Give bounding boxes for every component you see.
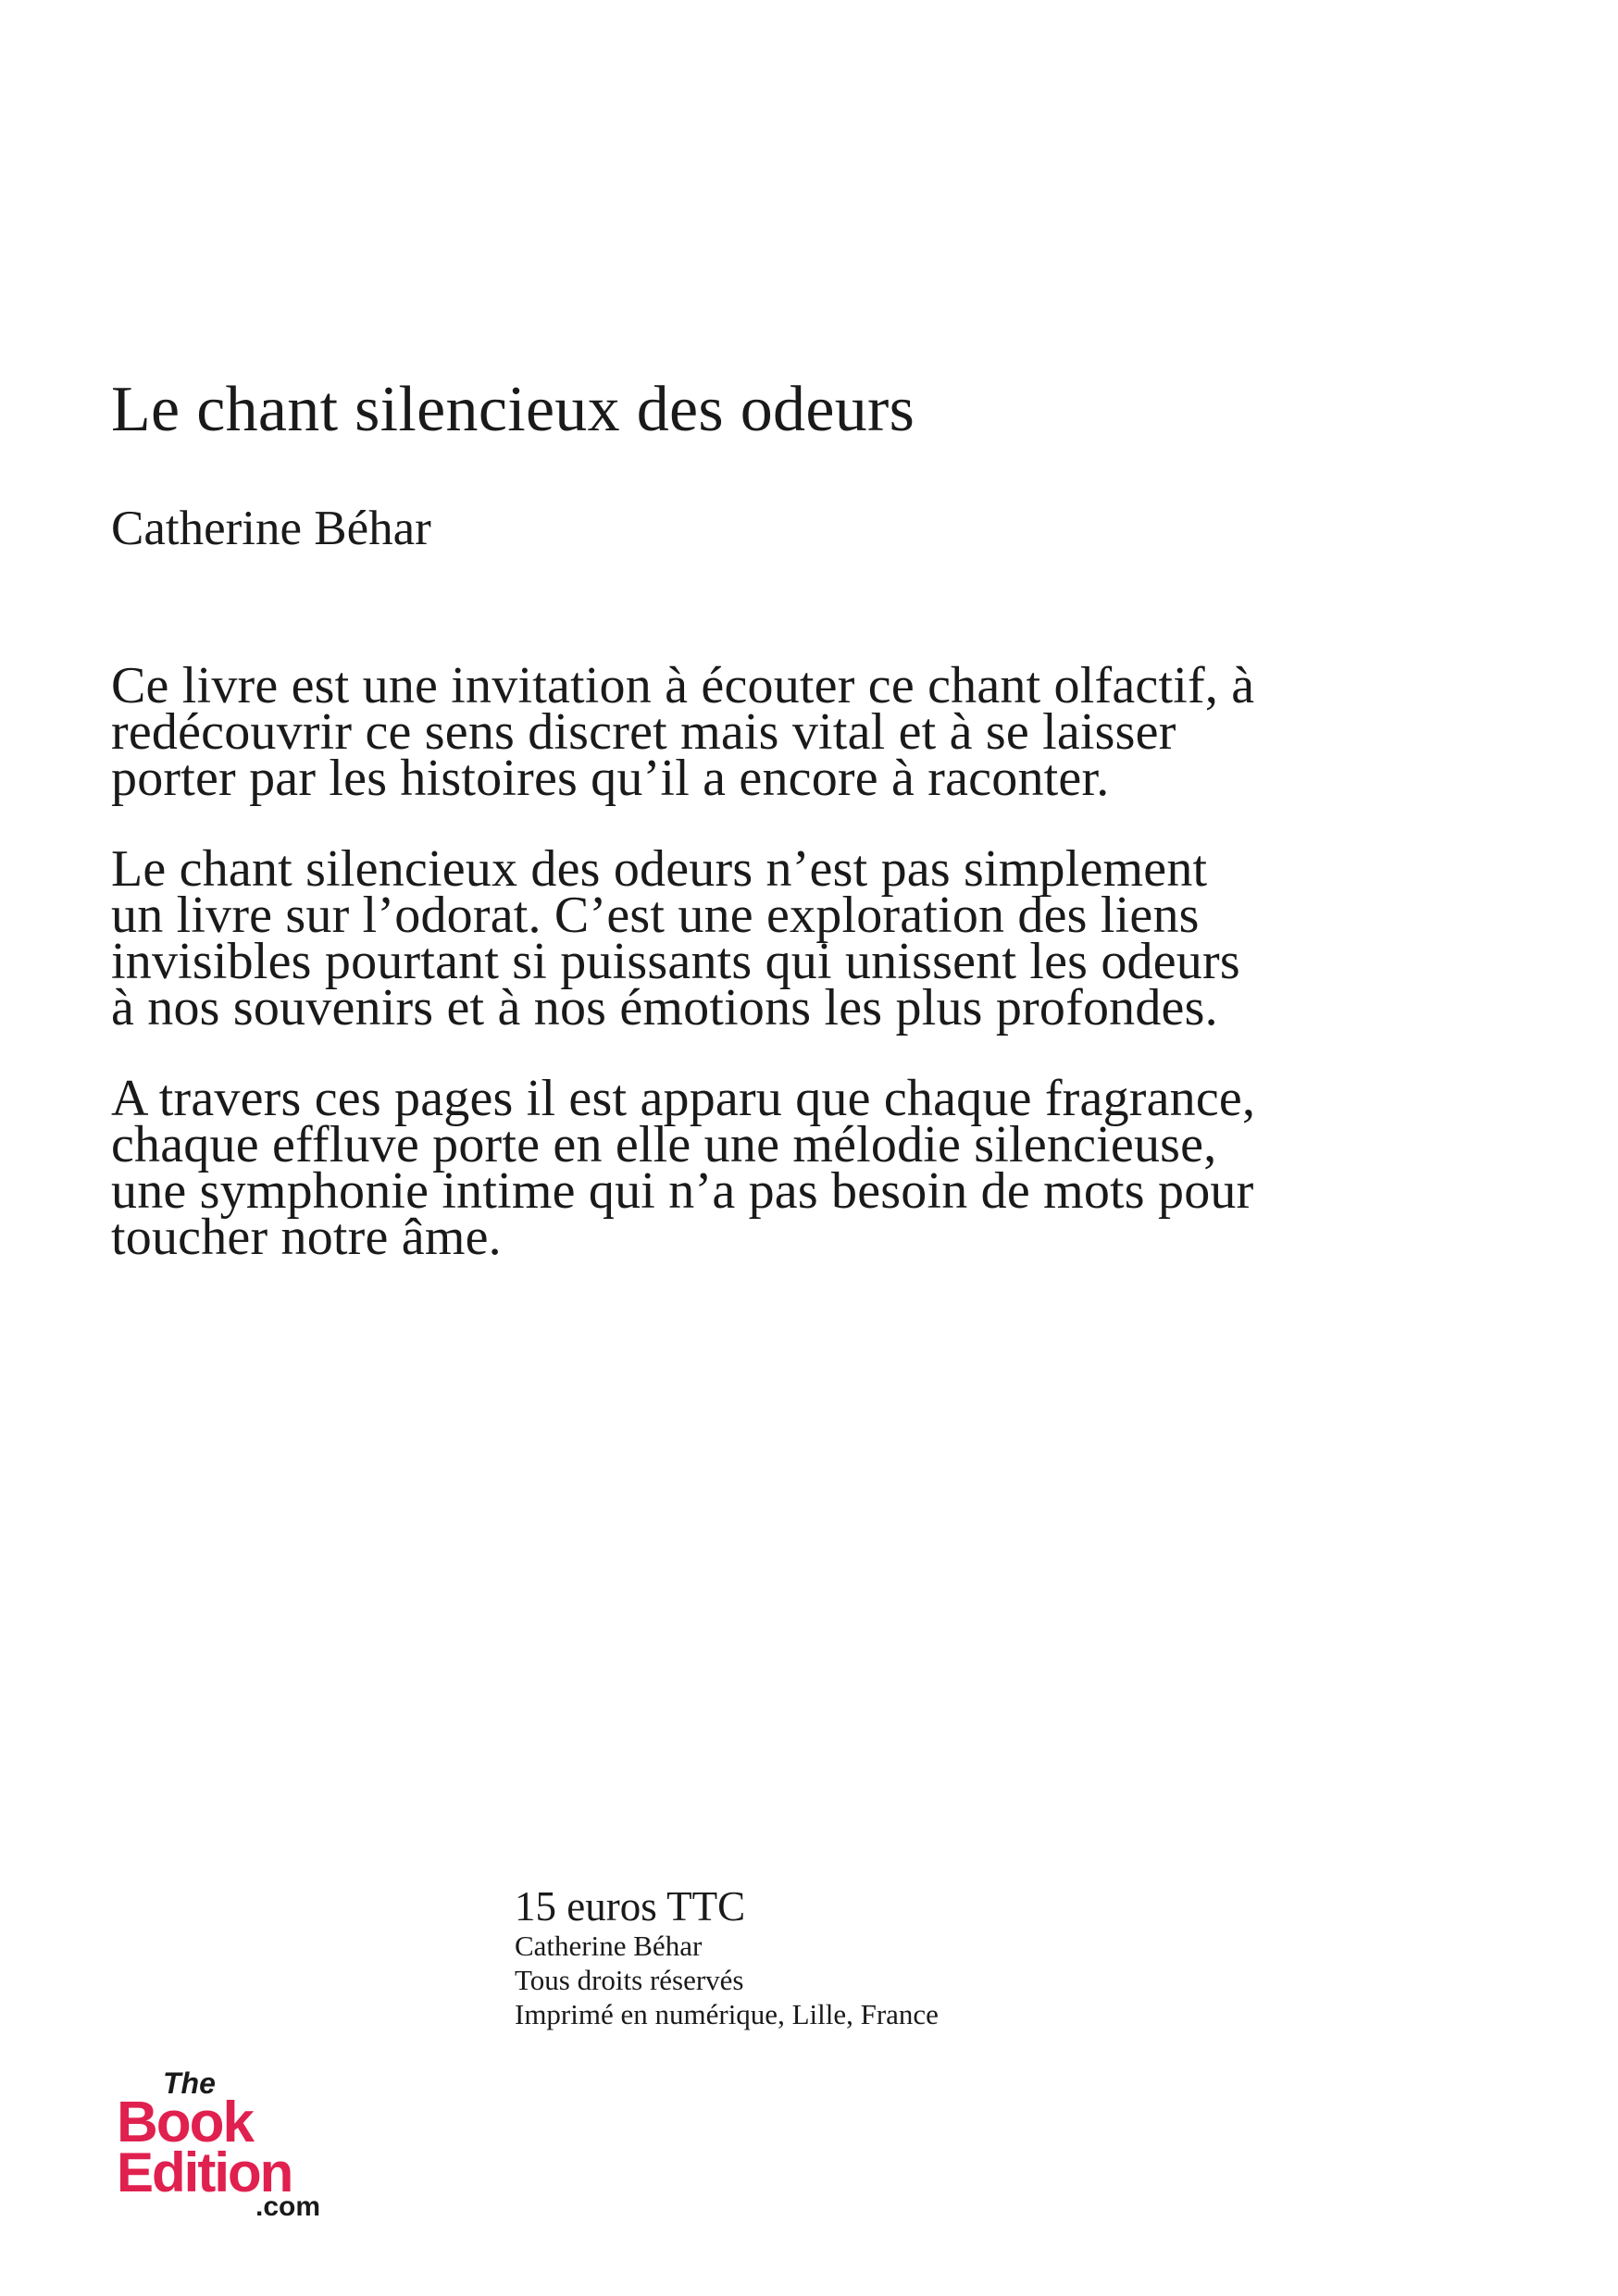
book-author: Catherine Béhar [111,502,431,555]
price: 15 euros TTC [515,1883,746,1930]
blurb-paragraph: Le chant silencieux des odeurs n’est pas simplement un livre sur l’odorat. C’est une exploration des liens invisibles pourtant si puissants qui unissent les odeurs à nos souvenirs et à nos émotions les plus profondes. [111,840,1240,1036]
blurb-paragraph: Ce livre est une invitation à écouter ce chant olfactif, à redécouvrir ce sens discret mais vital et à se laisser porter par les histoires qu’il a encore à raconter. [111,657,1255,807]
colophon-author: Catherine Béhar [515,1930,703,1962]
logo-book-text: Book [117,2091,253,2154]
colophon-rights: Tous droits réservés [515,1964,744,1996]
colophon-printing: Imprimé en numérique, Lille, France [515,1998,939,2030]
book-title: Le chant silencieux des odeurs [111,374,915,445]
book-edition-logo-icon [115,2062,337,2219]
logo-the-text: The [163,2066,216,2100]
logo-edition-text: Edition [117,2141,292,2203]
blurb-paragraph: A travers ces pages il est apparu que chaque fragrance, chaque effluve porte en elle une mélodie silencieuse, une symphonie intime qui n’a pas besoin de mots pour toucher notre âme. [111,1070,1256,1266]
back-cover-blurb [111,657,1259,1305]
logo-com-text: .com [255,2191,321,2219]
colophon [515,1884,939,2031]
